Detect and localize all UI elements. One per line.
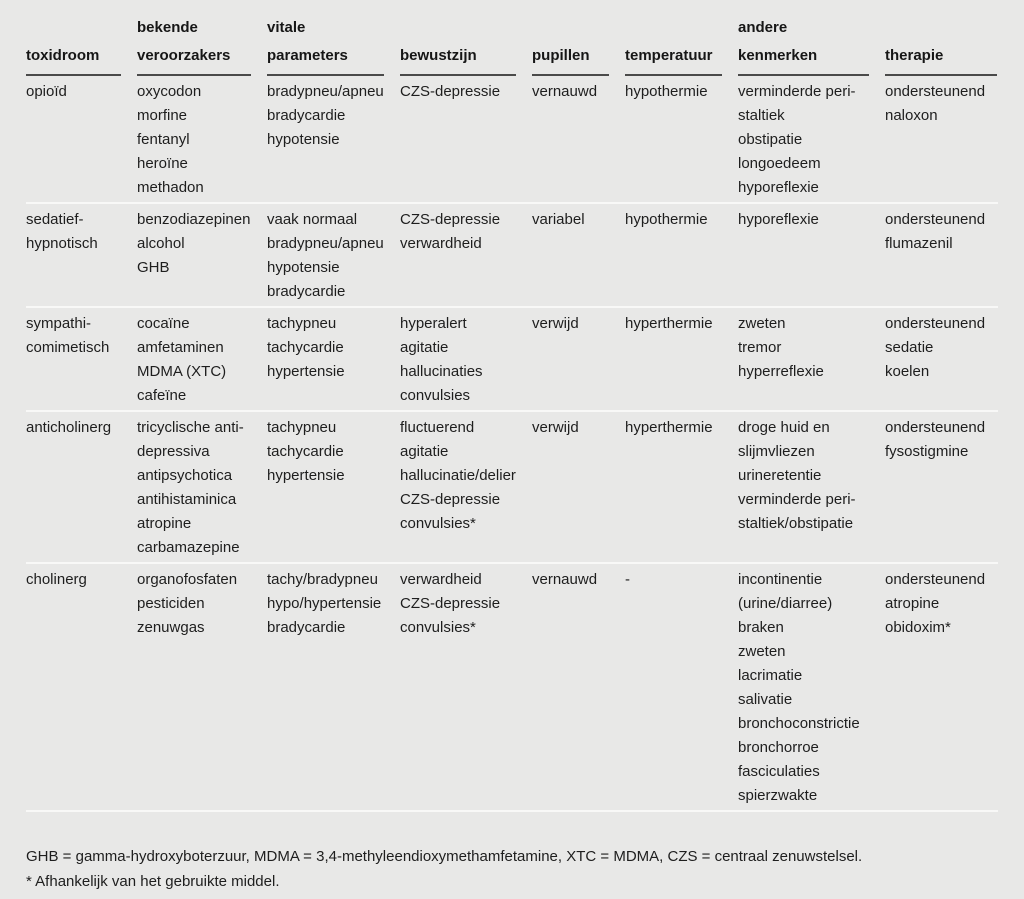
table-cell: tachypneu tachycardie hypertensie xyxy=(267,315,345,380)
asterisk-footnote: * Afhankelijk van het gebruikte middel. xyxy=(26,873,280,890)
table-cell: ondersteunend fysostigmine xyxy=(885,419,986,460)
table-row-sympathicomimetisch xyxy=(26,307,998,411)
column-header-temperatuur: temperatuur xyxy=(625,14,738,76)
table-cell: variabel xyxy=(532,211,585,228)
table-cell: tricyclische anti- depressiva antipsychotica antihistaminica atropine carbamazepine xyxy=(137,419,244,556)
toxidrome-name-cell: cholinerg xyxy=(26,571,87,588)
table-cell: fluctuerend agitatie hallucinatie/delier CZS-depressie convulsies* xyxy=(400,419,516,532)
column-header-bekende-veroorzakers: bekende veroorzakers xyxy=(137,14,267,76)
table-cell: ondersteunend atropine obidoxim* xyxy=(885,571,986,636)
table-cell: hyperthermie xyxy=(625,315,713,332)
column-header-vitale-parameters: vitale parameters xyxy=(267,14,400,76)
table-cell: vaak normaal bradypneu/apneu hypotensie bradycardie xyxy=(267,211,384,300)
table-cell: CZS-depressie xyxy=(400,83,501,100)
table-row-opioid xyxy=(26,76,998,203)
table-cell: - xyxy=(625,571,630,588)
table-cell: tachy/bradypneu hypo/hypertensie bradycardie xyxy=(267,571,382,636)
table-row-cholinerg xyxy=(26,563,998,811)
table-cell: hyperalert agitatie hallucinaties convulsies xyxy=(400,315,483,404)
table-body xyxy=(26,76,998,811)
table-cell: cocaïne amfetaminen MDMA (XTC) cafeïne xyxy=(137,315,227,404)
table-cell: ondersteunend sedatie koelen xyxy=(885,315,986,380)
table-cell: ondersteunend flumazenil xyxy=(885,211,986,252)
table-cell: benzodiazepinen alcohol GHB xyxy=(137,211,251,276)
table-cell: hyporeflexie xyxy=(738,211,819,228)
toxidrome-name-cell: sedatief- hypnotisch xyxy=(26,211,98,252)
column-header-toxidroom: toxidroom xyxy=(26,14,137,76)
table-cell: vernauwd xyxy=(532,571,598,588)
table-cell: ondersteunend naloxon xyxy=(885,83,986,124)
footnotes xyxy=(26,844,998,894)
column-header-pupillen: pupillen xyxy=(532,14,625,76)
table-cell: bradypneu/apneu bradycardie hypotensie xyxy=(267,83,384,148)
toxidrome-name-cell: anticholinerg xyxy=(26,419,112,436)
table-cell: vernauwd xyxy=(532,83,598,100)
table-row-anticholinerg xyxy=(26,411,998,563)
table-cell: verwijd xyxy=(532,315,579,332)
table-cell: CZS-depressie verwardheid xyxy=(400,211,501,252)
table-cell: organofosfaten pesticiden zenuwgas xyxy=(137,571,238,636)
table-cell: hyperthermie xyxy=(625,419,713,436)
table-cell: verwijd xyxy=(532,419,579,436)
table-cell: verminderde peri- staltiek obstipatie longoedeem hyporeflexie xyxy=(738,83,856,196)
column-header-andere-kenmerken: andere kenmerken xyxy=(738,14,885,76)
toxidrome-table xyxy=(26,14,998,812)
table-row-sedatief-hypnotisch xyxy=(26,203,998,307)
table-cell: oxycodon morfine fentanyl heroïne methadon xyxy=(137,83,204,196)
table-cell: hypothermie xyxy=(625,211,708,228)
table-cell: hypothermie xyxy=(625,83,708,100)
column-header-therapie: therapie xyxy=(885,14,998,76)
table-cell: incontinentie (urine/diarree) braken zweten lacrimatie salivatie bronchoconstrictie bronchorroe fasciculaties spierzwakte xyxy=(738,571,860,804)
header-row xyxy=(26,14,998,76)
abbreviations-footnote: GHB = gamma-hydroxyboterzuur, MDMA = 3,4-methyleendioxymethamfetamine, XTC = MDMA, CZS = centraal zenuwstelsel. xyxy=(26,848,863,865)
table-cell: droge huid en slijmvliezen urineretentie verminderde peri- staltiek/obstipatie xyxy=(738,419,856,532)
table-cell: tachypneu tachycardie hypertensie xyxy=(267,419,345,484)
column-header-bewustzijn: bewustzijn xyxy=(400,14,532,76)
toxidrome-name-cell: opioïd xyxy=(26,83,67,100)
table-header xyxy=(26,14,998,76)
toxidrome-name-cell: sympathi- comimetisch xyxy=(26,315,110,356)
table-cell: zweten tremor hyperreflexie xyxy=(738,315,824,380)
table-cell: verwardheid CZS-depressie convulsies* xyxy=(400,571,501,636)
